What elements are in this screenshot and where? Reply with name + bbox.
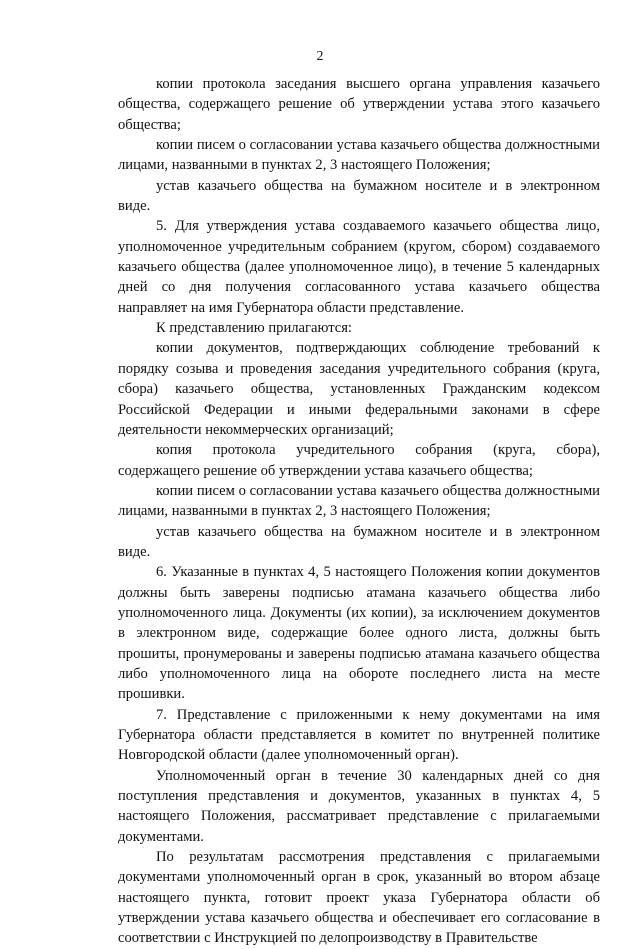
paragraph: По результатам рассмотрения представления с прилагаемыми документами уполномоченный орган в срок, указанный во втором абзаце настоящего пункта, готовит проект указа Губернатора области об утверждении устава казачьего общества и обеспечивает его согласование в соответствии с Инструкцией по делопроизводству в Правительстве [118, 849, 600, 947]
paragraph: К представлению прилагаются: [156, 320, 352, 337]
paragraph: копии писем о согласовании устава казачьего общества должностными лицами, названными в пунктах 2, 3 настоящего Положения; [118, 482, 600, 520]
paragraph: 7. Представление с приложенными к нему документами на имя Губернатора области представляется в комитет по внутренней политике Новгородской области (далее уполномоченный орган). [118, 706, 600, 764]
paragraph: устав казачьего общества на бумажном носителе и в электронном виде. [118, 177, 600, 215]
page-number: 2 [316, 49, 324, 64]
paragraph: Уполномоченный орган в течение 30 календарных дней со дня поступления представления и документов, указанных в пунктах 4, 5 настоящего Положения, рассматривает представление с прилагаемыми документами. [118, 767, 600, 845]
document-body [118, 74, 600, 949]
paragraph: копия протокола учредительного собрания (круга, сбора), содержащего решение об утверждении устава казачьего общества; [118, 442, 600, 479]
paragraph: устав казачьего общества на бумажном носителе и в электронном виде. [118, 523, 600, 560]
paragraph: копии документов, подтверждающих соблюдение требований к порядку созыва и проведения заседания учредительного собрания (круга, сбора) казачьего общества, установленных Гражданским кодексом Российской Федерации и иными федеральными законами в сфере деятельности некоммерческих организаций; [118, 340, 600, 438]
paragraph: копии протокола заседания высшего органа управления казачьего общества, содержащего решение об утверждении устава этого казачьего общества; [118, 76, 600, 133]
paragraph: 6. Указанные в пунктах 4, 5 настоящего Положения копии документов должны быть заверены подписью атамана казачьего общества либо уполномоченного лица. Документы (их копии), за исключением документов в электронном виде, содержащие более одного листа, должны быть прошиты, пронумерованы и заверены подписью атамана казачьего общества либо уполномоченного лица на обороте последнего листа на месте прошивки. [118, 564, 600, 703]
paragraph: копии писем о согласовании устава казачьего общества должностными лицами, названными в пунктах 2, 3 настоящего Положения; [118, 137, 600, 174]
paragraph: 5. Для утверждения устава создаваемого казачьего общества лицо, уполномоченное учредительным собранием (кругом, сбором) создаваемого казачьего общества (далее уполномоченное лицо), в течение 5 календарных дней со дня получения согласованного устава казачьего общества направляет на имя Губернатора области представление. [118, 218, 600, 316]
